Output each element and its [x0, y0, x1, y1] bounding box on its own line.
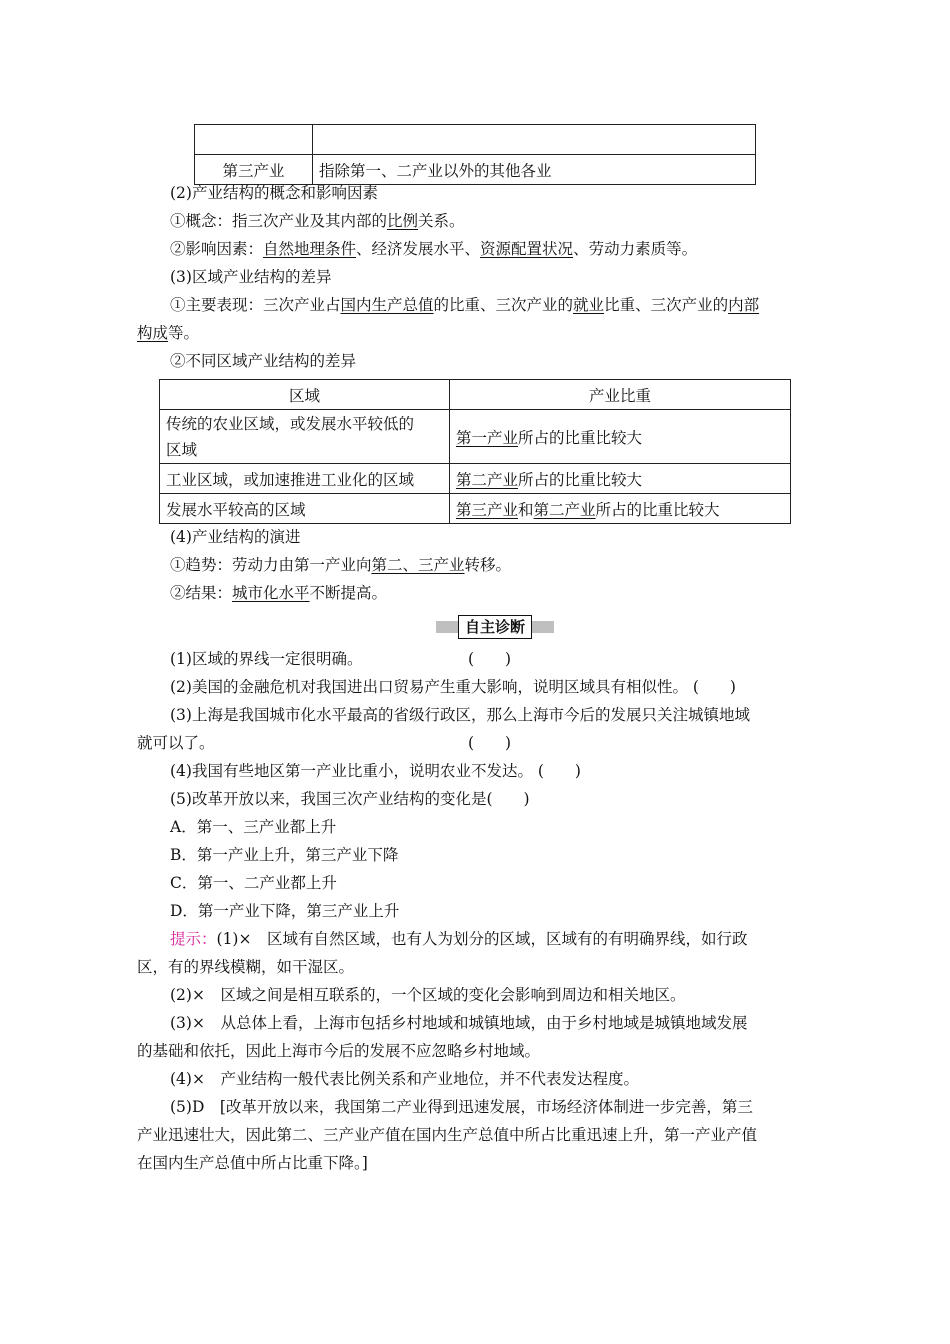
- table-row-region: 工业区域，或加速推进工业化的区域: [160, 464, 450, 494]
- empty-cell: [313, 125, 756, 155]
- answer-5: (5)D [改革开放以来，我国第二产业得到迅速发展，市场经济体制进一步完善，第三: [170, 1098, 753, 1116]
- option-c: C．第一、二产业都上升: [170, 874, 337, 892]
- table-row-region: 发展水平较高的区域: [160, 494, 450, 524]
- answer-5-cont2: 在国内生产总值中所占比重下降。]: [137, 1154, 368, 1172]
- tertiary-industry-desc: 指除第一、二产业以外的其他各业: [313, 155, 756, 185]
- answer-5-cont: 产业迅速壮大，因此第二、三产业产值在国内生产总值中所占比重迅速上升，第一产业产值: [137, 1126, 758, 1144]
- result-line: ②结果：城市化水平不断提高。: [170, 584, 388, 602]
- empty-cell: [195, 125, 313, 155]
- answer-1-cont: 区，有的界线模糊，如干湿区。: [137, 958, 355, 976]
- option-a: A．第一、三产业都上升: [170, 818, 337, 836]
- factors-line: ②影响因素：自然地理条件、经济发展水平、资源配置状况、劳动力素质等。: [170, 240, 698, 258]
- answer-2: (2)× 区域之间是相互联系的，一个区域的变化会影响到周边和相关地区。: [170, 986, 686, 1004]
- region-diff-title: ②不同区域产业结构的差异: [170, 352, 357, 370]
- self-diagnosis-banner: [436, 614, 554, 640]
- question-3-cont: 就可以了。: [137, 734, 215, 752]
- option-d: D．第一产业下降，第三产业上升: [170, 902, 400, 920]
- answer-4: (4)× 产业结构一般代表比例关系和产业地位，并不代表发达程度。: [170, 1070, 639, 1088]
- main-performance-line-cont: 构成等。: [137, 324, 200, 342]
- hint-label: 提示：: [170, 930, 217, 948]
- question-5: (5)改革开放以来，我国三次产业结构的变化是( ): [170, 790, 530, 808]
- table-row-region: 传统的农业区域，或发展水平较低的 区域: [160, 410, 450, 464]
- table-row-proportion: 第三产业和第二产业所占的比重比较大: [450, 494, 791, 524]
- region-industry-table: [159, 379, 791, 524]
- question-1-paren: ( ): [468, 650, 512, 668]
- concept-line: ①概念：指三次产业及其内部的比例关系。: [170, 212, 465, 230]
- answer-1: 提示：(1)× 区域有自然区域，也有人为划分的区域，区域有的有明确界线，如行政: [170, 930, 748, 948]
- tertiary-industry-label: 第三产业: [195, 155, 313, 185]
- question-1: (1)区域的界线一定很明确。: [170, 650, 363, 668]
- option-b: B．第一产业上升，第三产业下降: [170, 846, 399, 864]
- banner-title: 自主诊断: [458, 615, 532, 639]
- answer-3: (3)× 从总体上看，上海市包括乡村地域和城镇地域，由于乡村地域是城镇地域发展: [170, 1014, 748, 1032]
- table-row-proportion: 第一产业所占的比重比较大: [450, 410, 791, 464]
- question-2: (2)美国的金融危机对我国进出口贸易产生重大影响，说明区域具有相似性。 ( ): [170, 678, 736, 696]
- table-row-proportion: 第二产业所占的比重比较大: [450, 464, 791, 494]
- industry-definition-table: [194, 124, 756, 185]
- answer-3-cont: 的基础和依托，因此上海市今后的发展不应忽略乡村地域。: [137, 1042, 541, 1060]
- trend-line: ①趋势：劳动力由第一产业向第二、三产业转移。: [170, 556, 512, 574]
- header-region: 区域: [160, 380, 450, 410]
- section-2-title: (2)产业结构的概念和影响因素: [170, 184, 378, 202]
- question-4: (4)我国有些地区第一产业比重小，说明农业不发达。 ( ): [170, 762, 581, 780]
- header-proportion: 产业比重: [450, 380, 791, 410]
- main-performance-line: ①主要表现：三次产业占国内生产总值的比重、三次产业的就业比重、三次产业的内部: [170, 296, 760, 314]
- question-3: (3)上海是我国城市化水平最高的省级行政区，那么上海市今后的发展只关注城镇地域: [170, 706, 750, 724]
- question-3-paren: ( ): [468, 734, 512, 752]
- section-3-title: (3)区域产业结构的差异: [170, 268, 332, 286]
- section-4-title: (4)产业结构的演进: [170, 528, 301, 546]
